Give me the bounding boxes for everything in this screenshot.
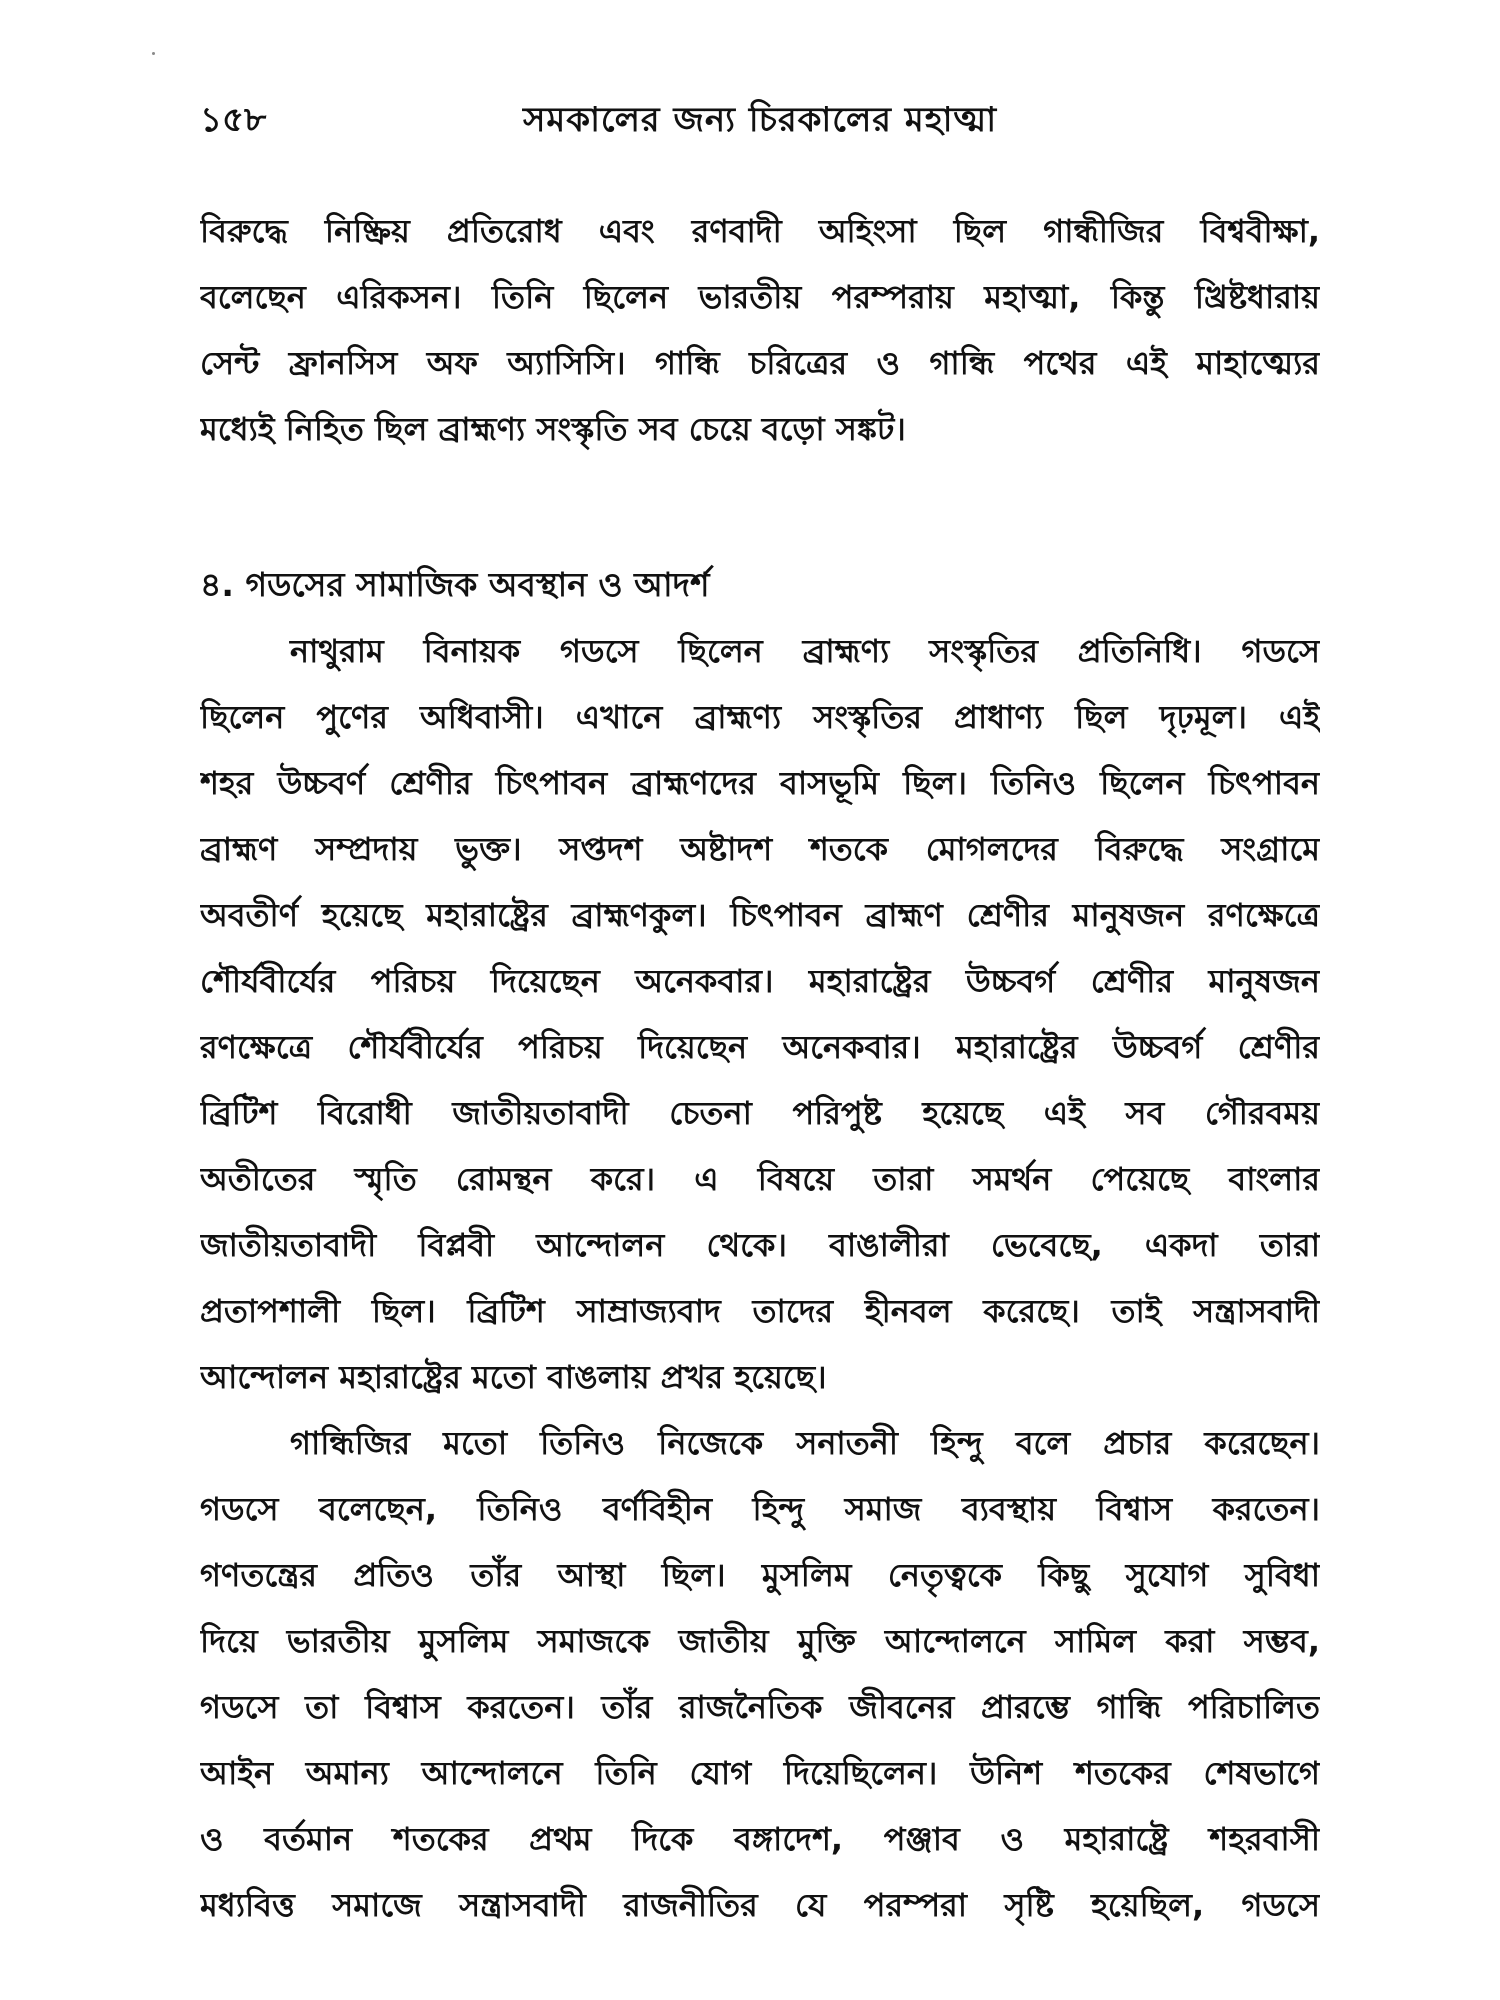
text-line: ছিলেন পুণের অধিবাসী। এখানে ব্রাহ্মণ্য সংস্কৃতির প্রাধাণ্য ছিল দৃঢ়মূল। এই	[200, 698, 1320, 736]
text-line: বলেছেন এরিকসন। তিনি ছিলেন ভারতীয় পরম্পরায় মহাত্মা, কিন্তু খ্রিষ্টধারায়	[200, 278, 1320, 316]
text-line: ব্রাহ্মণ সম্প্রদায় ভুক্ত। সপ্তদশ অষ্টাদশ শতকে মোগলদের বিরুদ্ধে সংগ্রামে	[200, 830, 1320, 868]
text-line: প্রতাপশালী ছিল। ব্রিটিশ সাম্রাজ্যবাদ তাদের হীনবল করেছে। তাই সন্ত্রাসবাদী	[200, 1292, 1320, 1330]
section-heading: ৪. গডসের সামাজিক অবস্থান ও আদর্শ	[200, 565, 710, 604]
text-line: গান্ধিজির মতো তিনিও নিজেকে সনাতনী হিন্দু বলে প্রচার করেছেন।	[290, 1424, 1320, 1462]
text-line: শৌর্যবীর্যের পরিচয় দিয়েছেন অনেকবার। মহারাষ্ট্রের উচ্চবর্গ শ্রেণীর মানুষজন	[200, 962, 1320, 1000]
body-text	[200, 198, 1320, 1938]
section-gap	[200, 462, 1320, 552]
scan-speck	[152, 52, 155, 55]
text-line: ব্রিটিশ বিরোধী জাতীয়তাবাদী চেতনা পরিপুষ্ট হয়েছে এই সব গৌরবময়	[200, 1094, 1320, 1132]
text-line: মধ্যবিত্ত সমাজে সন্ত্রাসবাদী রাজনীতির যে পরম্পরা সৃষ্টি হয়েছিল, গডসে	[200, 1886, 1320, 1924]
paragraph-3	[200, 1410, 1320, 1938]
text-line: জাতীয়তাবাদী বিপ্লবী আন্দোলন থেকে। বাঙালীরা ভেবেছে, একদা তারা	[200, 1226, 1320, 1264]
text-line: গণতন্ত্রের প্রতিও তাঁর আস্থা ছিল। মুসলিম নেতৃত্বকে কিছু সুযোগ সুবিধা	[200, 1556, 1320, 1594]
text-line: ও বর্তমান শতকের প্রথম দিকে বঙ্গাদেশ, পঞ্জাব ও মহারাষ্ট্রে শহরবাসী	[200, 1820, 1320, 1858]
paragraph-1	[200, 198, 1320, 462]
text-line: আন্দোলন মহারাষ্ট্রের মতো বাঙলায় প্রখর হয়েছে।	[200, 1358, 827, 1396]
text-line: আইন অমান্য আন্দোলনে তিনি যোগ দিয়েছিলেন। উনিশ শতকের শেষভাগে	[200, 1754, 1320, 1792]
text-line: অতীতের স্মৃতি রোমন্থন করে। এ বিষয়ে তারা সমর্থন পেয়েছে বাংলার	[200, 1160, 1320, 1198]
text-line: সেন্ট ফ্রানসিস অফ অ্যাসিসি। গান্ধি চরিত্রের ও গান্ধি পথের এই মাহাত্ম্যের	[200, 344, 1320, 382]
paragraph-2	[200, 618, 1320, 1410]
text-line: মধ্যেই নিহিত ছিল ব্রাহ্মণ্য সংস্কৃতি সব চেয়ে বড়ো সঙ্কট।	[200, 410, 906, 448]
page-number: ১৫৮	[200, 100, 267, 140]
text-line: বিরুদ্ধে নিষ্ক্রিয় প্রতিরোধ এবং রণবাদী অহিংসা ছিল গান্ধীজির বিশ্ববীক্ষা,	[200, 212, 1320, 250]
running-head	[200, 90, 1320, 150]
text-line: রণক্ষেত্রে শৌর্যবীর্যের পরিচয় দিয়েছেন অনেকবার। মহারাষ্ট্রের উচ্চবর্গ শ্রেণীর	[200, 1028, 1320, 1066]
text-line: গডসে বলেছেন, তিনিও বর্ণবিহীন হিন্দু সমাজ ব্যবস্থায় বিশ্বাস করতেন।	[200, 1490, 1320, 1528]
text-line: শহর উচ্চবর্ণ শ্রেণীর চিৎপাবন ব্রাহ্মণদের বাসভূমি ছিল। তিনিও ছিলেন চিৎপাবন	[200, 764, 1320, 802]
text-line: গডসে তা বিশ্বাস করতেন। তাঁর রাজনৈতিক জীবনের প্রারম্ভে গান্ধি পরিচালিত	[200, 1688, 1320, 1726]
text-line: নাথুরাম বিনায়ক গডসে ছিলেন ব্রাহ্মণ্য সংস্কৃতির প্রতিনিধি। গডসে	[290, 632, 1320, 670]
text-line: অবতীর্ণ হয়েছে মহারাষ্ট্রের ব্রাহ্মণকুল। চিৎপাবন ব্রাহ্মণ শ্রেণীর মানুষজন রণক্ষেত্রে	[200, 896, 1320, 934]
text-line: দিয়ে ভারতীয় মুসলিম সমাজকে জাতীয় মুক্তি আন্দোলনে সামিল করা সম্ভব,	[200, 1622, 1320, 1660]
running-title: সমকালের জন্য চিরকালের মহাত্মা	[522, 100, 998, 140]
